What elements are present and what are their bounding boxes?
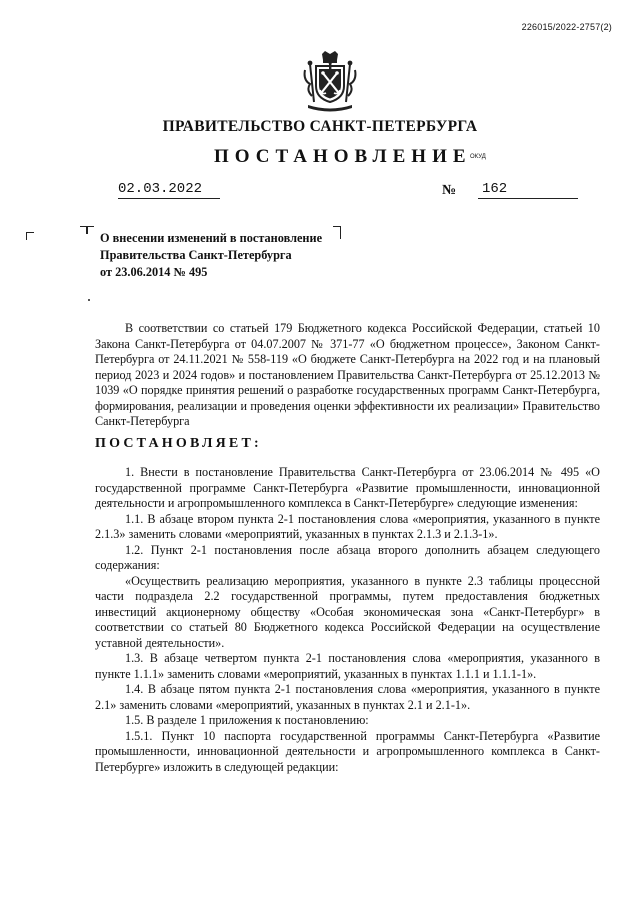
decree-heading: ПОСТАНОВЛЯЕТ: <box>95 436 262 451</box>
government-name: ПРАВИТЕЛЬСТВО САНКТ-ПЕТЕРБУРГА <box>162 118 478 135</box>
decree-body <box>95 465 600 775</box>
subject-line: Правительства Санкт-Петербурга <box>100 248 292 262</box>
subject-line: от 23.06.2014 № 495 <box>100 265 208 279</box>
document-number: 226015/2022-2757(2) <box>521 22 612 32</box>
document-subject <box>100 230 360 281</box>
decree-paragraph: 1.5.1. Пункт 10 паспорта государственной программы Санкт-Петербурга «Развитие промышленности, инновационной деятельности и агропромышленного комплекса в Санкт-Петербурге» изложить в следующей редакции: <box>95 728 600 774</box>
decree-paragraph: 1.1. В абзаце втором пункта 2-1 постановления слова «мероприятия, указанного в пункте 2.1.3» заменить словами «мероприятий, указанных в пунктах 2.1.3 и 2.1.3-1». <box>95 511 600 541</box>
document-type-title: ПОСТАНОВЛЕНИЕ <box>214 146 472 167</box>
decree-paragraph: «Осуществить реализацию мероприятия, указанного в пункте 2.3 таблицы процессной части подраздела 2.2 государственной программы, путем предоставления бюджетных инвестиций акционерному обществу «Особая экономическая зона «Санкт-Петербург» в соответствии со статьей 80 Бюджетного кодекса Российской Федерации на осуществление уставной деятельности». <box>95 573 600 650</box>
preamble-paragraph: В соответствии со статьей 179 Бюджетного кодекса Российской Федерации, статьей 10 Закона Санкт-Петербурга от 04.07.2007 № 371-77 «О бюджетном процессе», Законом Санкт-Петербурга от 24.11.2021 № 558-119 «О бюджете Санкт-Петербурга на 2022 год и на плановый период 2023 и 2024 годов» и постановлением Правительства Санкт-Петербурга от 25.12.2013 № 1039 «О порядке принятия решений о разработке государственных программ Санкт-Петербурга, формирования, реализации и проведения оценки эффективности их реализации» Правительство Санкт-Петербурга <box>95 321 600 428</box>
okud-label: ОКУД <box>470 154 486 160</box>
decree-paragraph: 1.4. В абзаце пятом пункта 2-1 постановления слова «мероприятия, указанного в пункте 2.1» заменить словами «мероприятий, указанных в пунктах 2.1 и 2.1-1». <box>95 682 600 712</box>
scan-dot <box>88 299 90 301</box>
corner-mark-left <box>26 232 34 240</box>
document-number-value: 162 <box>478 181 578 199</box>
coat-of-arms-icon <box>302 50 358 112</box>
decree-paragraph: 1.2. Пункт 2-1 постановления после абзаца второго дополнить абзацем следующего содержания: <box>95 542 600 572</box>
number-label: № <box>442 183 457 198</box>
decree-paragraph: 1.5. В разделе 1 приложения к постановлению: <box>125 713 369 727</box>
corner-mark-inner-left-2 <box>86 226 94 234</box>
decree-paragraph: 1.3. В абзаце четвертом пункта 2-1 постановления слова «мероприятия, указанного в пункте 1.1.1» заменить словами «мероприятий, указанных в пунктах 1.1.1 и 1.1.1-1». <box>95 651 600 681</box>
document-date: 02.03.2022 <box>118 181 220 199</box>
decree-paragraph: 1. Внести в постановление Правительства Санкт-Петербурга от 23.06.2014 № 495 «О государственной программе Санкт-Петербурга «Развитие промышленности, инновационной деятельности и агропромышленного комплекса в Санкт-Петербурге» следующие изменения: <box>95 465 600 510</box>
subject-line: О внесении изменений в постановление <box>100 231 323 245</box>
